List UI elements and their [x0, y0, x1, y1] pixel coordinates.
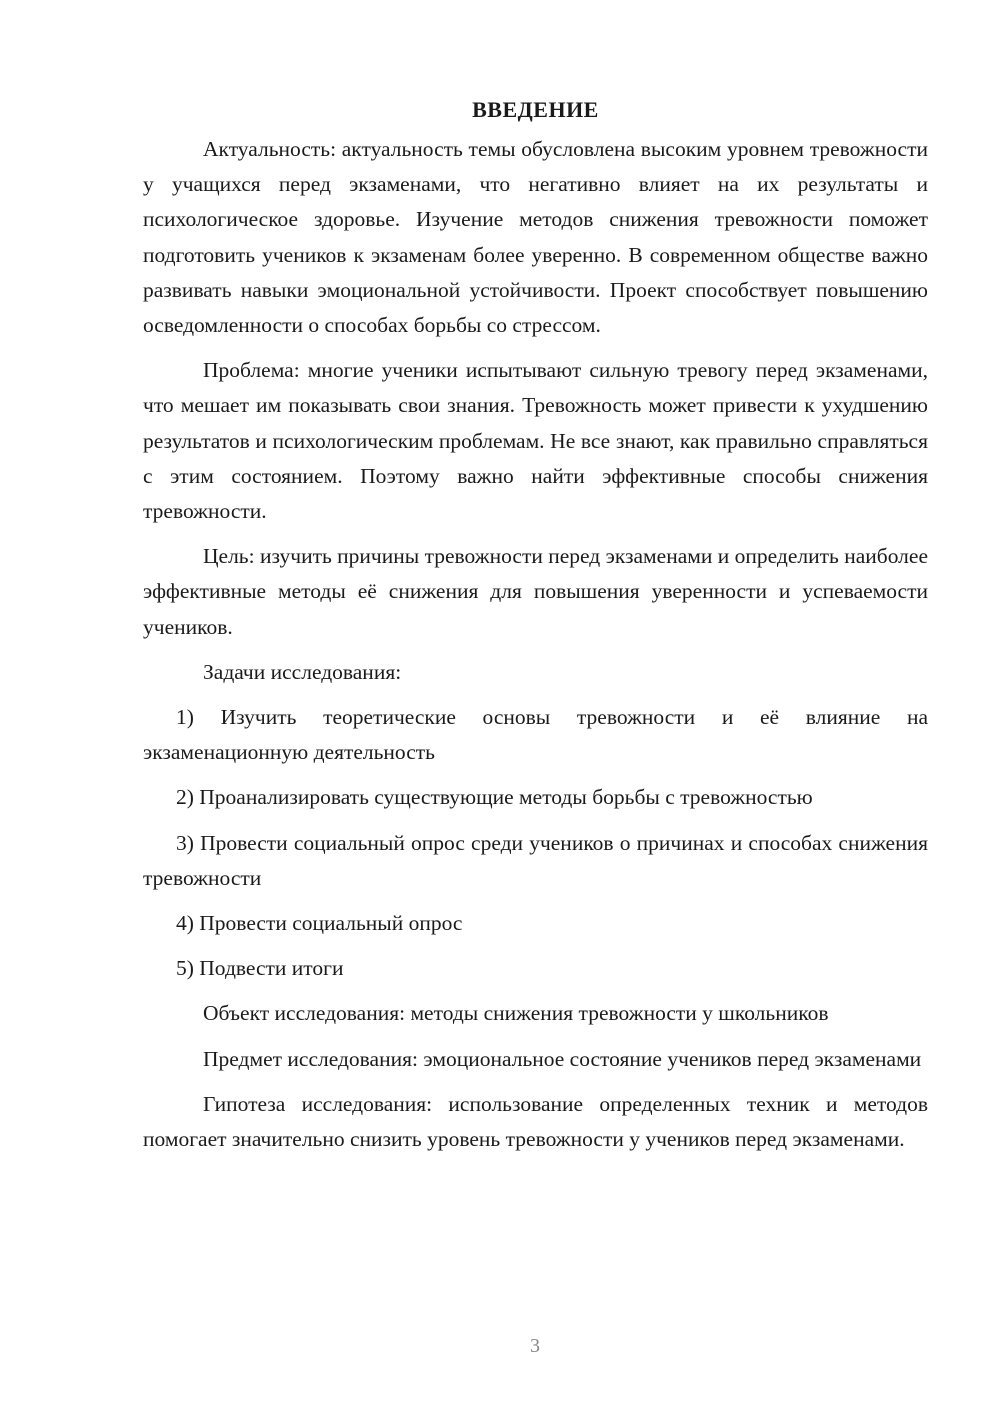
task-item: 5) Подвести итоги — [176, 956, 344, 981]
task-item: 3) Провести социальный опрос среди учеников о причинах и способах снижения тревожности — [143, 830, 928, 890]
task-item: 4) Провести социальный опрос — [176, 911, 463, 936]
paragraph-object: Объект исследования: методы снижения тревожности у школьников — [203, 1001, 829, 1026]
paragraph-relevance: Актуальность: актуальность темы обусловлена высоким уровнем тревожности у учащихся перед экзаменами, что негативно влияет на их результаты и психологическое здоровье. Изучение методов снижения тревожности поможет подготовить учеников к экзаменам более уверенно. В современном обществе важно развивать навыки эмоциональной устойчивости. Проект способствует повышению осведомленности о способах борьбы со стрессом. — [143, 137, 928, 338]
paragraph-tasks-heading: Задачи исследования: — [203, 659, 402, 684]
paragraph-subject: Предмет исследования: эмоциональное состояние учеников перед экзаменами — [203, 1046, 922, 1071]
paragraph-problem: Проблема: многие ученики испытывают сильную тревогу перед экзаменами, что мешает им показывать свои знания. Тревожность может привести к ухудшению результатов и психологическим проблемам. Не все знают, как правильно справляться с этим состоянием. Поэтому важно найти эффективные способы снижения тревожности. — [143, 358, 928, 524]
task-item: 2) Проанализировать существующие методы борьбы с тревожностью — [176, 785, 813, 810]
paragraph-hypothesis: Гипотеза исследования: использование определенных техник и методов помогает значительно снизить уровень тревожности у учеников перед экзаменами. — [143, 1091, 928, 1152]
section-heading: ВВЕДЕНИЕ — [472, 97, 599, 122]
page-content — [143, 92, 928, 1167]
paragraph-goal: Цель: изучить причины тревожности перед экзаменами и определить наиболее эффективные методы её снижения для повышения уверенности и успеваемости учеников. — [143, 544, 928, 639]
page-number: 3 — [530, 1335, 540, 1357]
task-item: 1) Изучить теоретические основы тревожности и её влияние на экзаменационную деятельность — [143, 705, 928, 765]
